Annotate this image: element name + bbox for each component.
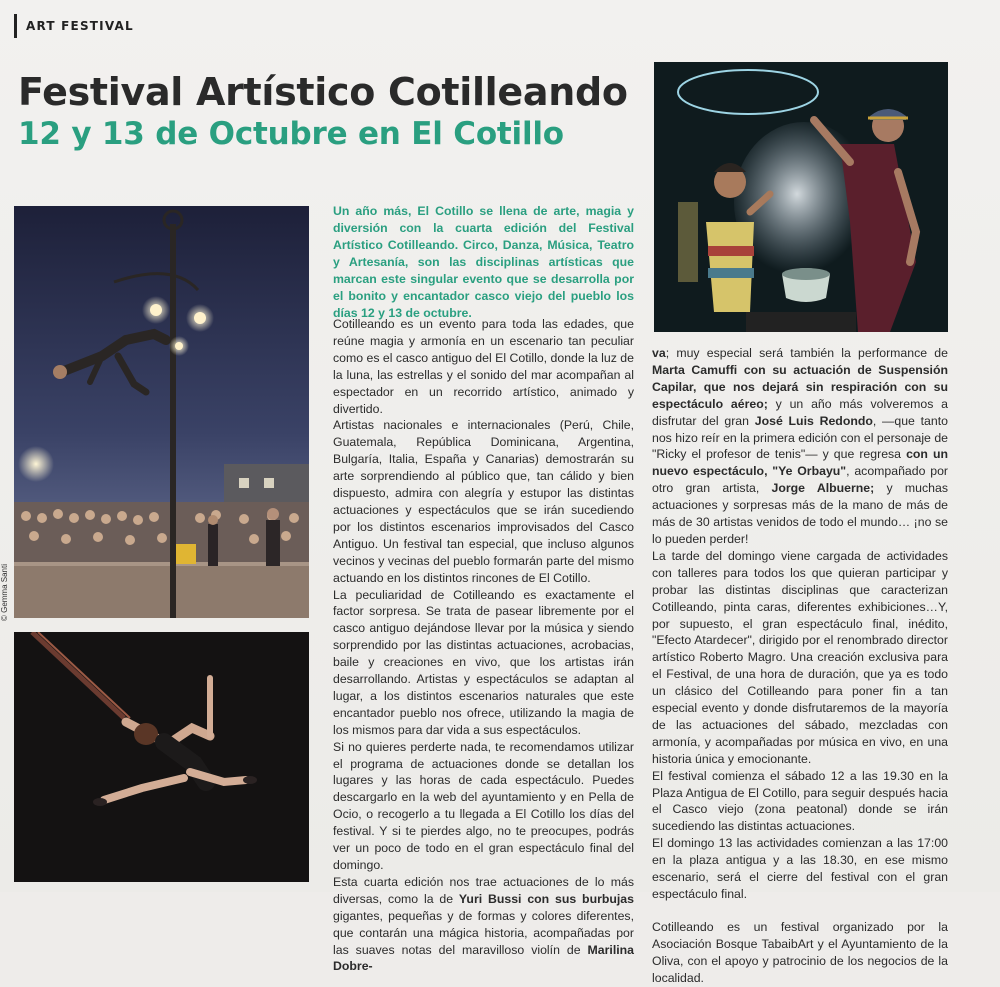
paragraph: El domingo 13 las actividades comienzan a las 17:00 en la plaza antigua y a las 18.30, en ese mismo escenario, será el cierre del festival con el gran espectáculo final. [652, 836, 948, 901]
artist-name: José Luis Redondo [754, 413, 873, 428]
section-label: ART FESTIVAL [26, 19, 134, 33]
paragraph: La peculiaridad de Cotilleando es exactamente el factor sorpresa. Se trata de pasear libremente por el casco antiguo dejándose llevar por la música y siendo sorprendido por las distintas actuaciones, acrobacias, baile y creaciones en vivo, que los artistas irán desarrollando. Artistas y espectáculos se adaptan al lugar, a los distintos escenarios naturales que este encantador pueblo nos ofrece, utilizando la magia de los mismos para dar vida a sus espectáculos. [333, 587, 634, 737]
photo-credit: © Gemma Santi [0, 563, 10, 622]
paragraph: Cotilleando es un festival organizado por la Asociación Bosque TabaibArt y el Ayuntamiento de la Oliva, con el apoyo y patrocinio de los negocios de la localidad. [652, 919, 948, 985]
photo-bubble-performer [654, 62, 948, 332]
photo-acrobat-lamppost [14, 206, 309, 618]
section-marker [14, 14, 17, 38]
body-column-1 [333, 316, 634, 975]
artist-name: Marilina Dobre- [333, 942, 634, 974]
lead-paragraph: Un año más, El Cotillo se llena de arte, magia y diversión con la cuarta edición del Festival Artístico Cotilleando. Circo, Danza, Música, Teatro y Artesanía, son las disciplinas artísticas que marcan este singular evento que se desarrolla por el bonito y encantador casco viejo del pueblo los días 12 y 13 de octubre. [333, 204, 634, 320]
body-column-2 [652, 345, 948, 987]
artist-name: Yuri Bussi con sus burbujas [458, 891, 634, 906]
article-title: Festival Artístico Cotilleando [18, 70, 628, 114]
artist-name: Jorge Albuerne; [771, 481, 875, 496]
paragraph: Cotilleando es un evento para toda las edades, que reúne magia y armonía en un escenario tan peculiar como es el casco antiguo del El Cotillo, donde la luz de la luna, las estrellas y el sonido del mar acompañan al espectador en un recorrido artístico, animado y divertido. [333, 317, 634, 416]
paragraph: Si no quieres perderte nada, te recomendamos utilizar el programa de actuaciones donde se detallan los lugares y las horas de cada espectáculo. Puedes descargarlo en la web del ayuntamiento y en Pella de Ocio, o recogerlo a tu llegada a El Cotillo los días del festival. Y si te pierdes algo, no te preocupes, podrás ver un poco de todo en el gran espectáculo final del domingo. [333, 739, 634, 872]
show-name: con un nuevo espectáculo, "Ye Orbayu" [652, 447, 948, 479]
paragraph: va; muy especial será también la performance de Marta Camuffi con su actuación de Suspensión Capilar, que nos dejará sin respiración con su espectáculo aéreo; y un año más volveremos a disfrutar del gran José Luis Redondo, —que tanto nos hizo reír en la primera edición con el personaje de "Ricky el profesor de tenis"— y que regresa con un nuevo espectáculo, "Ye Orbayu", acompañado por otro gran artista, Jorge Albuerne; y muchas actuaciones y sorpresas más de la mano de más de más de 30 artistas venidos de todo el mundo… ¡no se lo pueden perder! [652, 346, 948, 546]
paragraph: La tarde del domingo viene cargada de actividades con talleres para todos los que quieran participar y probar las distintas disciplinas que caracterizan Cotilleando, pinta caras, diferentes exhibiciones…Y, por supuesto, el gran espectáculo final, inédito, "Efecto Atardecer", dirigido por el renombrado director artístico Roberto Magro. Una creación exclusiva para el Festival, de una hora de duración, que ya es todo un clásico del Cotilleando para poner fin a tan especial evento y donde disfrutaremos de la mayoría de las actuaciones del sábado, mezcladas con armonía, y acompañadas por música en vivo, en una historia única y emocionante. [652, 548, 948, 766]
article-subtitle: 12 y 13 de Octubre en El Cotillo [18, 116, 564, 152]
paragraph: Esta cuarta edición nos trae actuaciones de lo más diversas, como la de Yuri Bussi con sus burbujas gigantes, pequeñas y de formas y colores diferentes, que contarán una mágica historia, acompañadas por las suaves notas del maravilloso violín de Marilina Dobre- [333, 874, 634, 974]
photo-aerial-performer [14, 632, 309, 882]
paragraph: Artistas nacionales e internacionales (Perú, Chile, Guatemala, República Dominicana, Argentina, Bulgaría, Italia, España y Canarias) demostrarán su arte sorprendiendo al público que, tan cálido y bien dispuesto, admira con alegría y estupor las distintas actuaciones y espectáculos que se irán sucediendo por los distintos escenarios improvisados del Casco Antiguo. Un festival tan especial, que incluso algunos vecinos y vecinas del pueblo formarán parte del mismo actuando en los distintos rincones de El Cotillo. [333, 418, 634, 585]
artist-name: Marta Camuffi con su actuación de Suspensión Capilar, que nos dejará sin respiración con su espectáculo aéreo; [652, 362, 948, 411]
paragraph: El festival comienza el sábado 12 a las 19.30 en la Plaza Antigua de El Cotillo, para seguir después hacia el Casco viejo (zona peatonal) donde se irán sucediendo las distintas actuaciones. [652, 768, 948, 834]
